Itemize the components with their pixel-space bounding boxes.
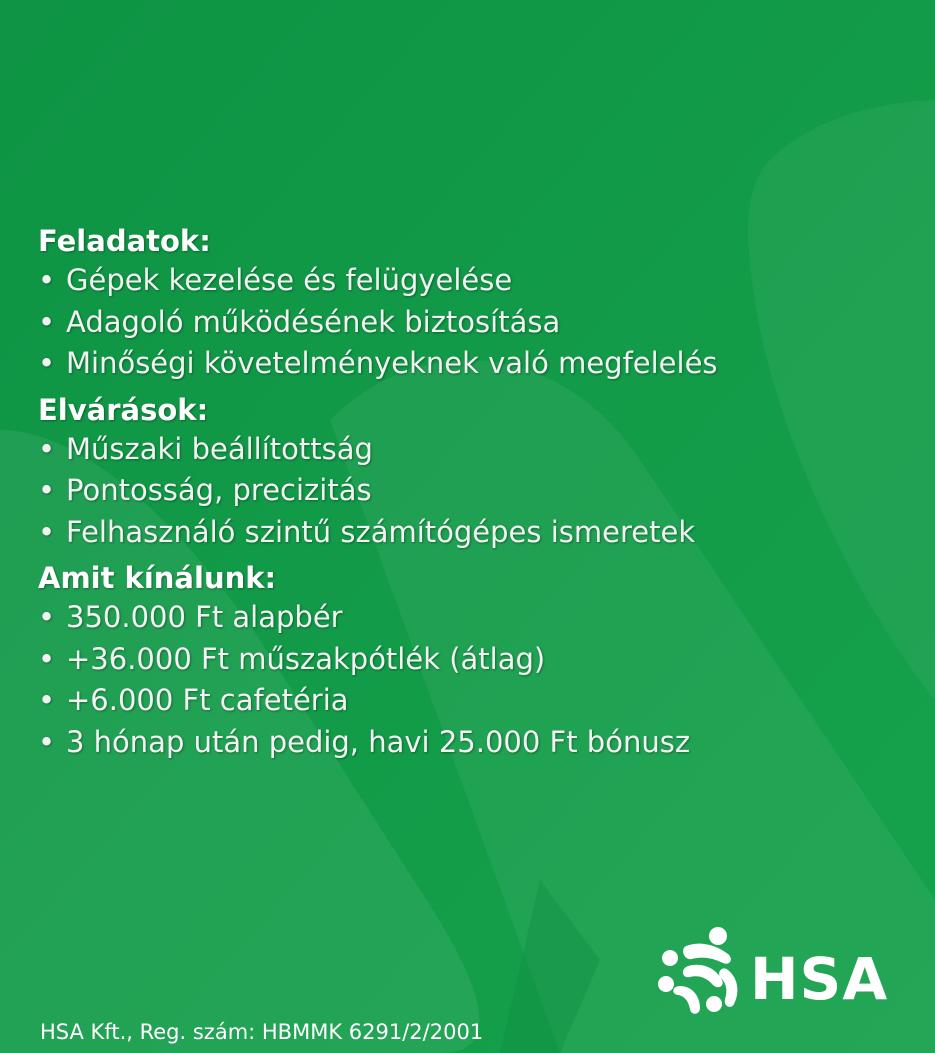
registration-footer: HSA Kft., Reg. szám: HBMMK 6291/2/2001 (40, 1020, 484, 1044)
list-item: • +36.000 Ft műszakpótlék (átlag) (38, 639, 918, 681)
list-item: • Gépek kezelése és felügyelése (38, 260, 918, 302)
list-item: • Pontosság, precizitás (38, 470, 918, 512)
section-tasks (38, 222, 918, 385)
section-title-offer: Amit kínálunk: (38, 561, 277, 595)
section-offer (38, 559, 918, 763)
section-title-tasks: Feladatok: (38, 224, 211, 258)
list-item: • 350.000 Ft alapbér (38, 597, 918, 639)
task-list (38, 260, 918, 385)
hsa-people-logo-icon (656, 924, 748, 1020)
list-item: • 3 hónap után pedig, havi 25.000 Ft bónusz (38, 722, 918, 764)
job-details (38, 222, 918, 763)
hsa-logo (656, 924, 896, 1020)
list-item: • Felhasználó szintű számítógépes ismeretek (38, 512, 918, 554)
list-item: • Adagoló működésének biztosítása (38, 302, 918, 344)
requirement-list (38, 429, 918, 554)
list-item: • Műszaki beállítottság (38, 429, 918, 471)
section-title-requirements: Elvárások: (38, 392, 209, 427)
list-item: • Minőségi követelményeknek való megfelelés (38, 343, 918, 385)
section-requirements (38, 391, 918, 554)
list-item: • +6.000 Ft cafetéria (38, 680, 918, 722)
offer-list (38, 597, 918, 763)
logo-text: HSA (750, 945, 889, 1013)
